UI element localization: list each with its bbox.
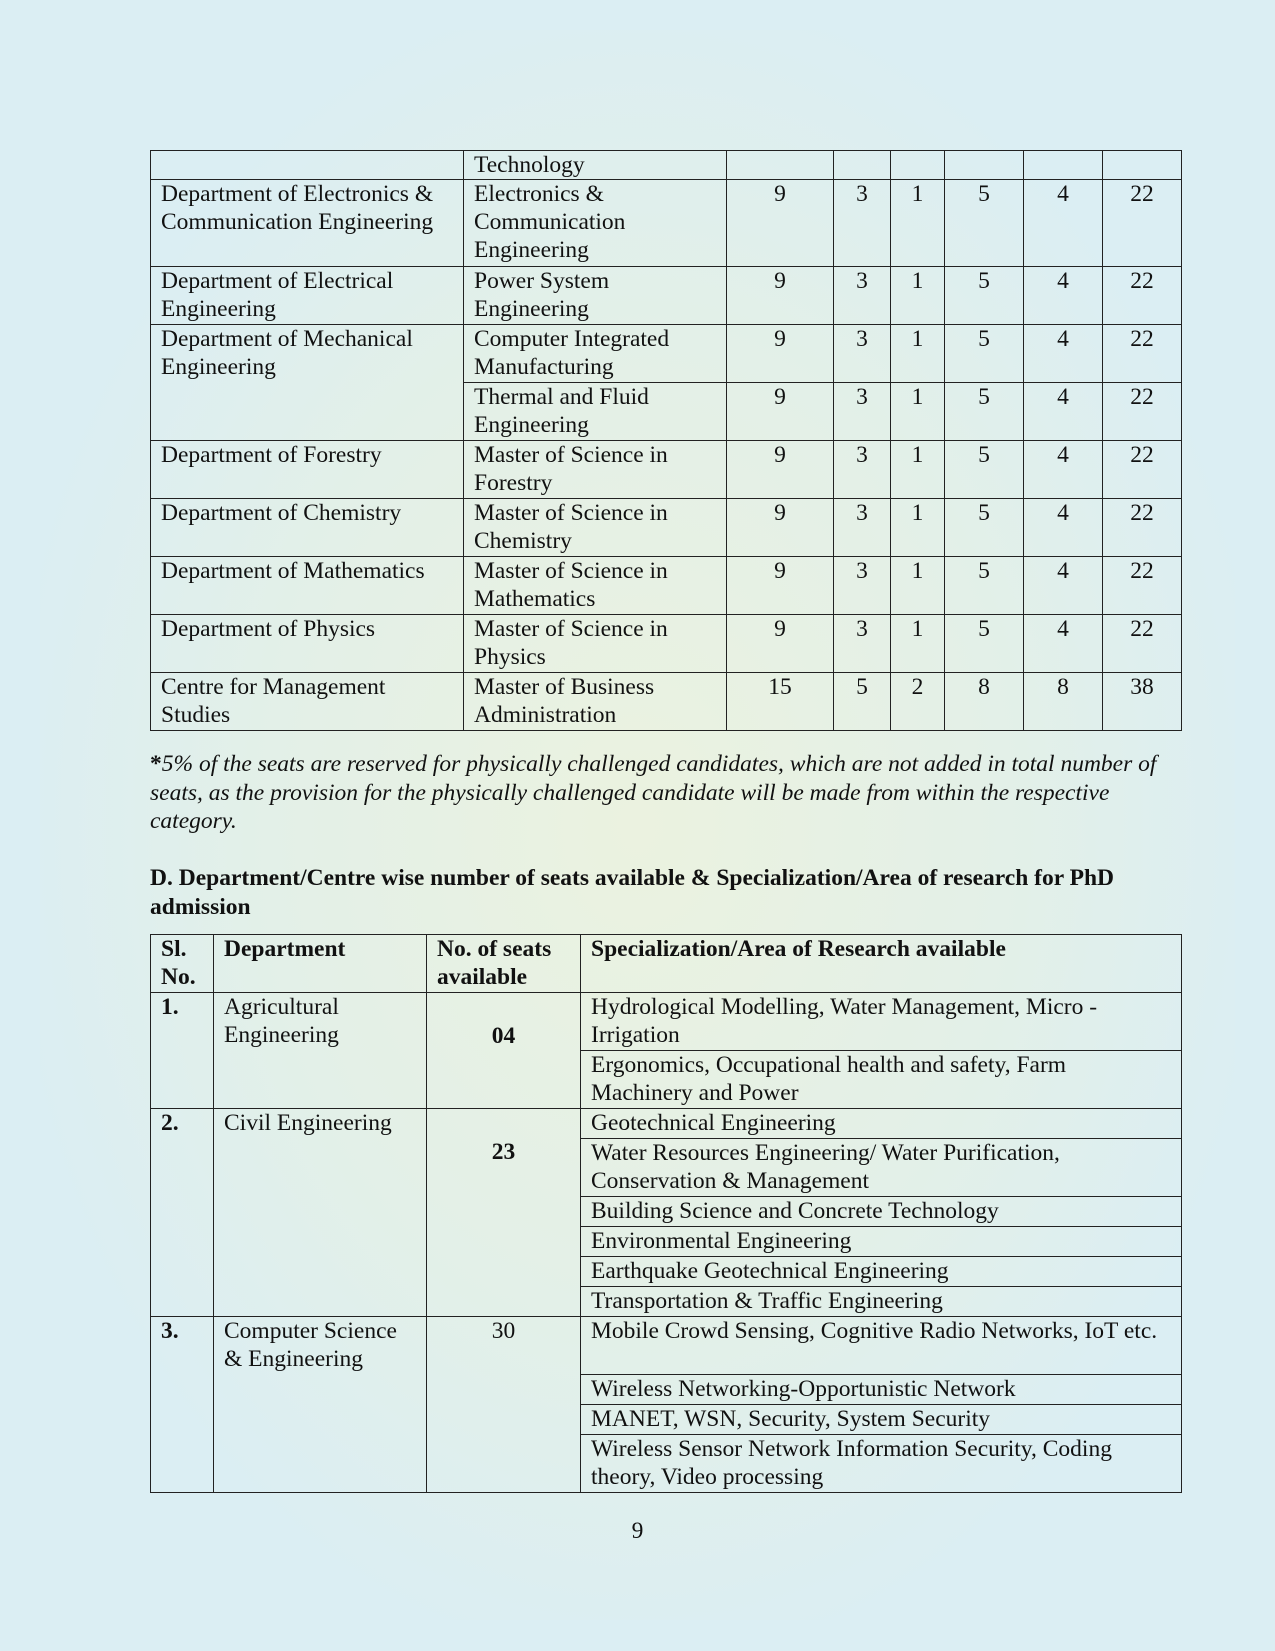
value-cell: 5 <box>945 615 1024 673</box>
value-cell: 1 <box>891 557 945 615</box>
phd-seats-table <box>150 934 1182 1493</box>
total-cell: 22 <box>1103 180 1182 267</box>
department-cell: Civil Engineering <box>214 1109 427 1317</box>
value-cell: 9 <box>727 615 834 673</box>
sl-no-cell: 2. <box>151 1109 214 1317</box>
department-cell: Department of Forestry <box>151 441 464 499</box>
value-cell: 3 <box>834 325 891 383</box>
total-cell: 22 <box>1103 499 1182 557</box>
table-row <box>151 325 1182 383</box>
value-cell: 9 <box>727 383 834 441</box>
value-cell: 5 <box>945 325 1024 383</box>
value-cell: 5 <box>945 499 1024 557</box>
programme-cell: Technology <box>464 151 727 180</box>
value-cell <box>1024 151 1103 180</box>
value-cell: 15 <box>727 673 834 731</box>
programme-cell: Power System Engineering <box>464 267 727 325</box>
table-header-row <box>151 935 1182 993</box>
seats-cell: 30 <box>427 1317 581 1493</box>
specialization-cell: Wireless Networking-Opportunistic Network <box>581 1375 1182 1405</box>
programme-cell: Master of Science in Chemistry <box>464 499 727 557</box>
sl-no-cell: 3. <box>151 1317 214 1493</box>
value-cell: 3 <box>834 267 891 325</box>
table-row <box>151 180 1182 267</box>
header-sl-no: Sl. No. <box>151 935 214 993</box>
department-cell: Department of Electronics & Communication Engineering <box>151 180 464 267</box>
total-cell: 22 <box>1103 557 1182 615</box>
table-row <box>151 993 1182 1051</box>
programme-cell: Master of Science in Mathematics <box>464 557 727 615</box>
table-row <box>151 673 1182 731</box>
table-row <box>151 1109 1182 1139</box>
seats-cell: 04 <box>427 993 581 1109</box>
section-heading: D. Department/Centre wise number of seats available & Specialization/Area of research for PhD admission <box>150 865 1115 920</box>
programme-cell: Electronics & Communication Engineering <box>464 180 727 267</box>
header-seats: No. of seats available <box>427 935 581 993</box>
table-row <box>151 557 1182 615</box>
table-row <box>151 151 1182 180</box>
value-cell: 2 <box>891 673 945 731</box>
value-cell <box>1103 151 1182 180</box>
value-cell: 4 <box>1024 441 1103 499</box>
value-cell: 9 <box>727 325 834 383</box>
value-cell: 4 <box>1024 325 1103 383</box>
value-cell: 3 <box>834 441 891 499</box>
value-cell: 8 <box>945 673 1024 731</box>
specialization-cell: Hydrological Modelling, Water Management, Micro - Irrigation <box>581 993 1182 1051</box>
value-cell: 5 <box>945 383 1024 441</box>
value-cell <box>891 151 945 180</box>
department-cell: Department of Electrical Engineering <box>151 267 464 325</box>
table-row <box>151 441 1182 499</box>
programme-cell: Master of Science in Forestry <box>464 441 727 499</box>
sl-no-cell: 1. <box>151 993 214 1109</box>
value-cell: 4 <box>1024 499 1103 557</box>
value-cell: 9 <box>727 180 834 267</box>
specialization-cell: Wireless Sensor Network Information Security, Coding theory, Video processing <box>581 1435 1182 1493</box>
specialization-cell: Geotechnical Engineering <box>581 1109 1182 1139</box>
value-cell <box>834 151 891 180</box>
value-cell: 5 <box>834 673 891 731</box>
value-cell: 4 <box>1024 615 1103 673</box>
programme-cell: Thermal and Fluid Engineering <box>464 383 727 441</box>
value-cell: 5 <box>945 180 1024 267</box>
specialization-cell: Transportation & Traffic Engineering <box>581 1287 1182 1317</box>
value-cell: 4 <box>1024 383 1103 441</box>
department-cell: Agricultural Engineering <box>214 993 427 1109</box>
value-cell: 4 <box>1024 557 1103 615</box>
department-cell: Computer Science & Engineering <box>214 1317 427 1493</box>
value-cell: 3 <box>834 499 891 557</box>
value-cell: 1 <box>891 383 945 441</box>
seat-distribution-table <box>150 150 1182 731</box>
table-row <box>151 267 1182 325</box>
department-cell: Centre for Management Studies <box>151 673 464 731</box>
specialization-cell: Environmental Engineering <box>581 1227 1182 1257</box>
value-cell: 8 <box>1024 673 1103 731</box>
specialization-cell: Ergonomics, Occupational health and safety, Farm Machinery and Power <box>581 1051 1182 1109</box>
department-cell: Department of Physics <box>151 615 464 673</box>
value-cell: 5 <box>945 267 1024 325</box>
table-row <box>151 615 1182 673</box>
total-cell: 22 <box>1103 615 1182 673</box>
total-cell: 38 <box>1103 673 1182 731</box>
programme-cell: Computer Integrated Manufacturing <box>464 325 727 383</box>
value-cell: 1 <box>891 499 945 557</box>
value-cell <box>945 151 1024 180</box>
value-cell: 9 <box>727 441 834 499</box>
header-specialization: Specialization/Area of Research available <box>581 935 1182 993</box>
programme-cell: Master of Science in Physics <box>464 615 727 673</box>
value-cell: 3 <box>834 557 891 615</box>
total-cell: 22 <box>1103 383 1182 441</box>
table-row <box>151 499 1182 557</box>
programme-cell: Master of Business Administration <box>464 673 727 731</box>
value-cell: 3 <box>834 615 891 673</box>
seats-cell: 23 <box>427 1109 581 1317</box>
department-cell: Department of Mechanical Engineering <box>151 325 464 441</box>
value-cell: 1 <box>891 615 945 673</box>
department-cell <box>151 151 464 180</box>
total-cell: 22 <box>1103 325 1182 383</box>
total-cell: 22 <box>1103 441 1182 499</box>
specialization-cell: Water Resources Engineering/ Water Purification, Conservation & Management <box>581 1139 1182 1197</box>
value-cell: 5 <box>945 441 1024 499</box>
value-cell <box>727 151 834 180</box>
specialization-cell: Mobile Crowd Sensing, Cognitive Radio Networks, IoT etc. <box>581 1317 1182 1375</box>
value-cell: 9 <box>727 267 834 325</box>
total-cell: 22 <box>1103 267 1182 325</box>
reservation-footnote <box>150 750 1185 836</box>
value-cell: 5 <box>945 557 1024 615</box>
value-cell: 9 <box>727 557 834 615</box>
value-cell: 1 <box>891 267 945 325</box>
footnote-text: 5% of the seats are reserved for physically challenged candidates, which are not added in total number of seats, as the provision for the physically challenged candidate will be made from within the respective category. <box>150 751 1157 834</box>
department-cell: Department of Mathematics <box>151 557 464 615</box>
value-cell: 3 <box>834 383 891 441</box>
value-cell: 1 <box>891 441 945 499</box>
specialization-cell: MANET, WSN, Security, System Security <box>581 1405 1182 1435</box>
value-cell: 1 <box>891 180 945 267</box>
specialization-cell: Earthquake Geotechnical Engineering <box>581 1257 1182 1287</box>
value-cell: 9 <box>727 499 834 557</box>
value-cell: 1 <box>891 325 945 383</box>
value-cell: 4 <box>1024 180 1103 267</box>
value-cell: 3 <box>834 180 891 267</box>
value-cell: 4 <box>1024 267 1103 325</box>
header-department: Department <box>214 935 427 993</box>
department-cell: Department of Chemistry <box>151 499 464 557</box>
specialization-cell: Building Science and Concrete Technology <box>581 1197 1182 1227</box>
page-number: 9 <box>631 1518 644 1544</box>
table-row <box>151 1317 1182 1375</box>
footnote-marker: * <box>150 751 162 777</box>
